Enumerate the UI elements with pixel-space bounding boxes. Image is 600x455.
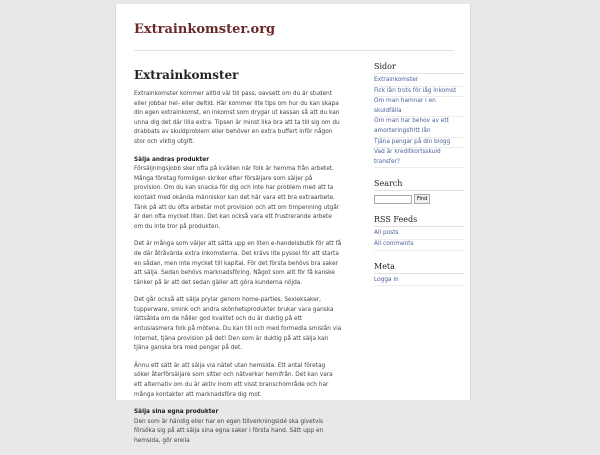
- sidebar-link-fick-lan[interactable]: Fick lån trots för låg inkomst: [374, 87, 457, 94]
- rss-widget-title: RSS Feeds: [374, 215, 464, 227]
- section-heading-sell-others: Sälja andras produkter: [134, 156, 210, 163]
- body-paragraph: Det går också att sälja prylar genom home-parties. Sexleksaker, tupperware, smink och andra skönhetsprodukter brukar vara ganska lättsålda om de håller god kvalitet och du är duktig på ett entusiasmera folk på mötena. Du kan till och med formedla smislån via Internet, tjäna provision på det! Den som är duktig på att sälja kan tjäna ganska bra med pengar på det.: [134, 297, 342, 352]
- search-input[interactable]: [374, 195, 412, 204]
- sidebar-item: [374, 240, 464, 251]
- search-widget-title: Search: [374, 179, 464, 191]
- search-widget: [374, 179, 464, 204]
- page-container: [115, 4, 471, 444]
- find-button[interactable]: Find: [414, 194, 430, 204]
- intro-paragraph: Extrainkomster kommer alltid väl till pass, oavsett om du är student eller jobbar hel- eller deltid. Här kommer lite tips om hur du kan skapa din egen extrainkomst, en inkomst som drygar ut kassan så att du kan unna dig det där lilla extra. Tipsen är minst lika bra att ta till sig om du drabbats av skuldproblem eller behöver en extra buffert inför någon stor och viktig utgift.: [134, 91, 340, 145]
- meta-widget: [374, 262, 464, 287]
- rss-link-all-comments[interactable]: All comments: [374, 240, 414, 247]
- post-title[interactable]: Extrainkomster: [134, 68, 239, 82]
- search-form: [374, 194, 464, 204]
- sidebar-link-blogg[interactable]: Tjäna pengar på din blogg: [374, 138, 451, 145]
- sidebar-item: [374, 76, 464, 87]
- sidebar-item: [374, 148, 464, 168]
- pages-widget: [374, 62, 464, 168]
- sidebar-item: [374, 87, 464, 98]
- main-content: [134, 68, 342, 455]
- section-paragraph: Försäljningsjobb sker ofta på kvällen när folk är hemma från arbetet. Många företag formligen skriker efter försäljare som säljer på provision. Om du kan snacka för dig och inte har problem med att ta kontakt med okända människor kan det här vara ett bra extraarbete. Tänk på att du ofta arbetar mot provision och att om timpenning utgår är den ofta mycket liten. Det kan också vara ett frustrerande arbete om du inte tror på produkten.: [134, 166, 340, 230]
- sidebar-link-kreditkortsskuld[interactable]: Vad är kreditkortsskuld transfer?: [374, 149, 441, 165]
- sidebar-item: [374, 276, 464, 287]
- body-paragraph: Ännu ett sätt är att sälja via nätet utan hemsida. Ett antal företag söker återförsäljare som sitter och nätverkar hemifrån. Det kan vara ett alternativ om du är aktiv inom ett visst branschområde och har många kontakter att marknadsföra dig mot.: [134, 362, 333, 398]
- section-paragraph: Den som är händig eller har en egen tillverkningsidé ska givetvis försöka sig på att sälja sina egna saker i första hand. Sätt upp en hemsida, gör enkla: [134, 418, 324, 444]
- pages-widget-title: Sidor: [374, 62, 464, 74]
- sidebar: [374, 62, 464, 297]
- sidebar-link-extrainkomster[interactable]: Extrainkomster: [374, 77, 419, 83]
- section-heading-sell-own: Sälja sina egna produkter: [134, 409, 219, 416]
- rss-widget: [374, 215, 464, 250]
- sidebar-item: [374, 229, 464, 240]
- rss-link-all-posts[interactable]: All posts: [374, 230, 399, 237]
- header-divider: [134, 50, 454, 51]
- login-link[interactable]: Logga in: [374, 276, 399, 283]
- sidebar-item: [374, 117, 464, 137]
- sidebar-item: [374, 97, 464, 117]
- body-paragraph: Det är många som väljer att sätta upp en liten e-handelsbutik för att få de där åtråvärda extra inkomsterna. Det krävs lite pyssel för att starta en sådan, men inte mycket till kapital. För det första behövs bra saker att sälja. Sedan behövs marknadsföring. Något som allt för få kanske tänker på är att det sedan gäller att göra kunderna nöjda.: [134, 241, 342, 286]
- site-title[interactable]: Extrainkomster.org: [134, 22, 276, 37]
- meta-widget-title: Meta: [374, 262, 464, 274]
- sidebar-link-skuldfalla[interactable]: Om man hamnar i en skuldfälla: [374, 98, 436, 114]
- sidebar-link-amorteringsfritt[interactable]: Om man har behov av ett amorteringsfritt lån: [374, 118, 449, 134]
- sidebar-item: [374, 138, 464, 149]
